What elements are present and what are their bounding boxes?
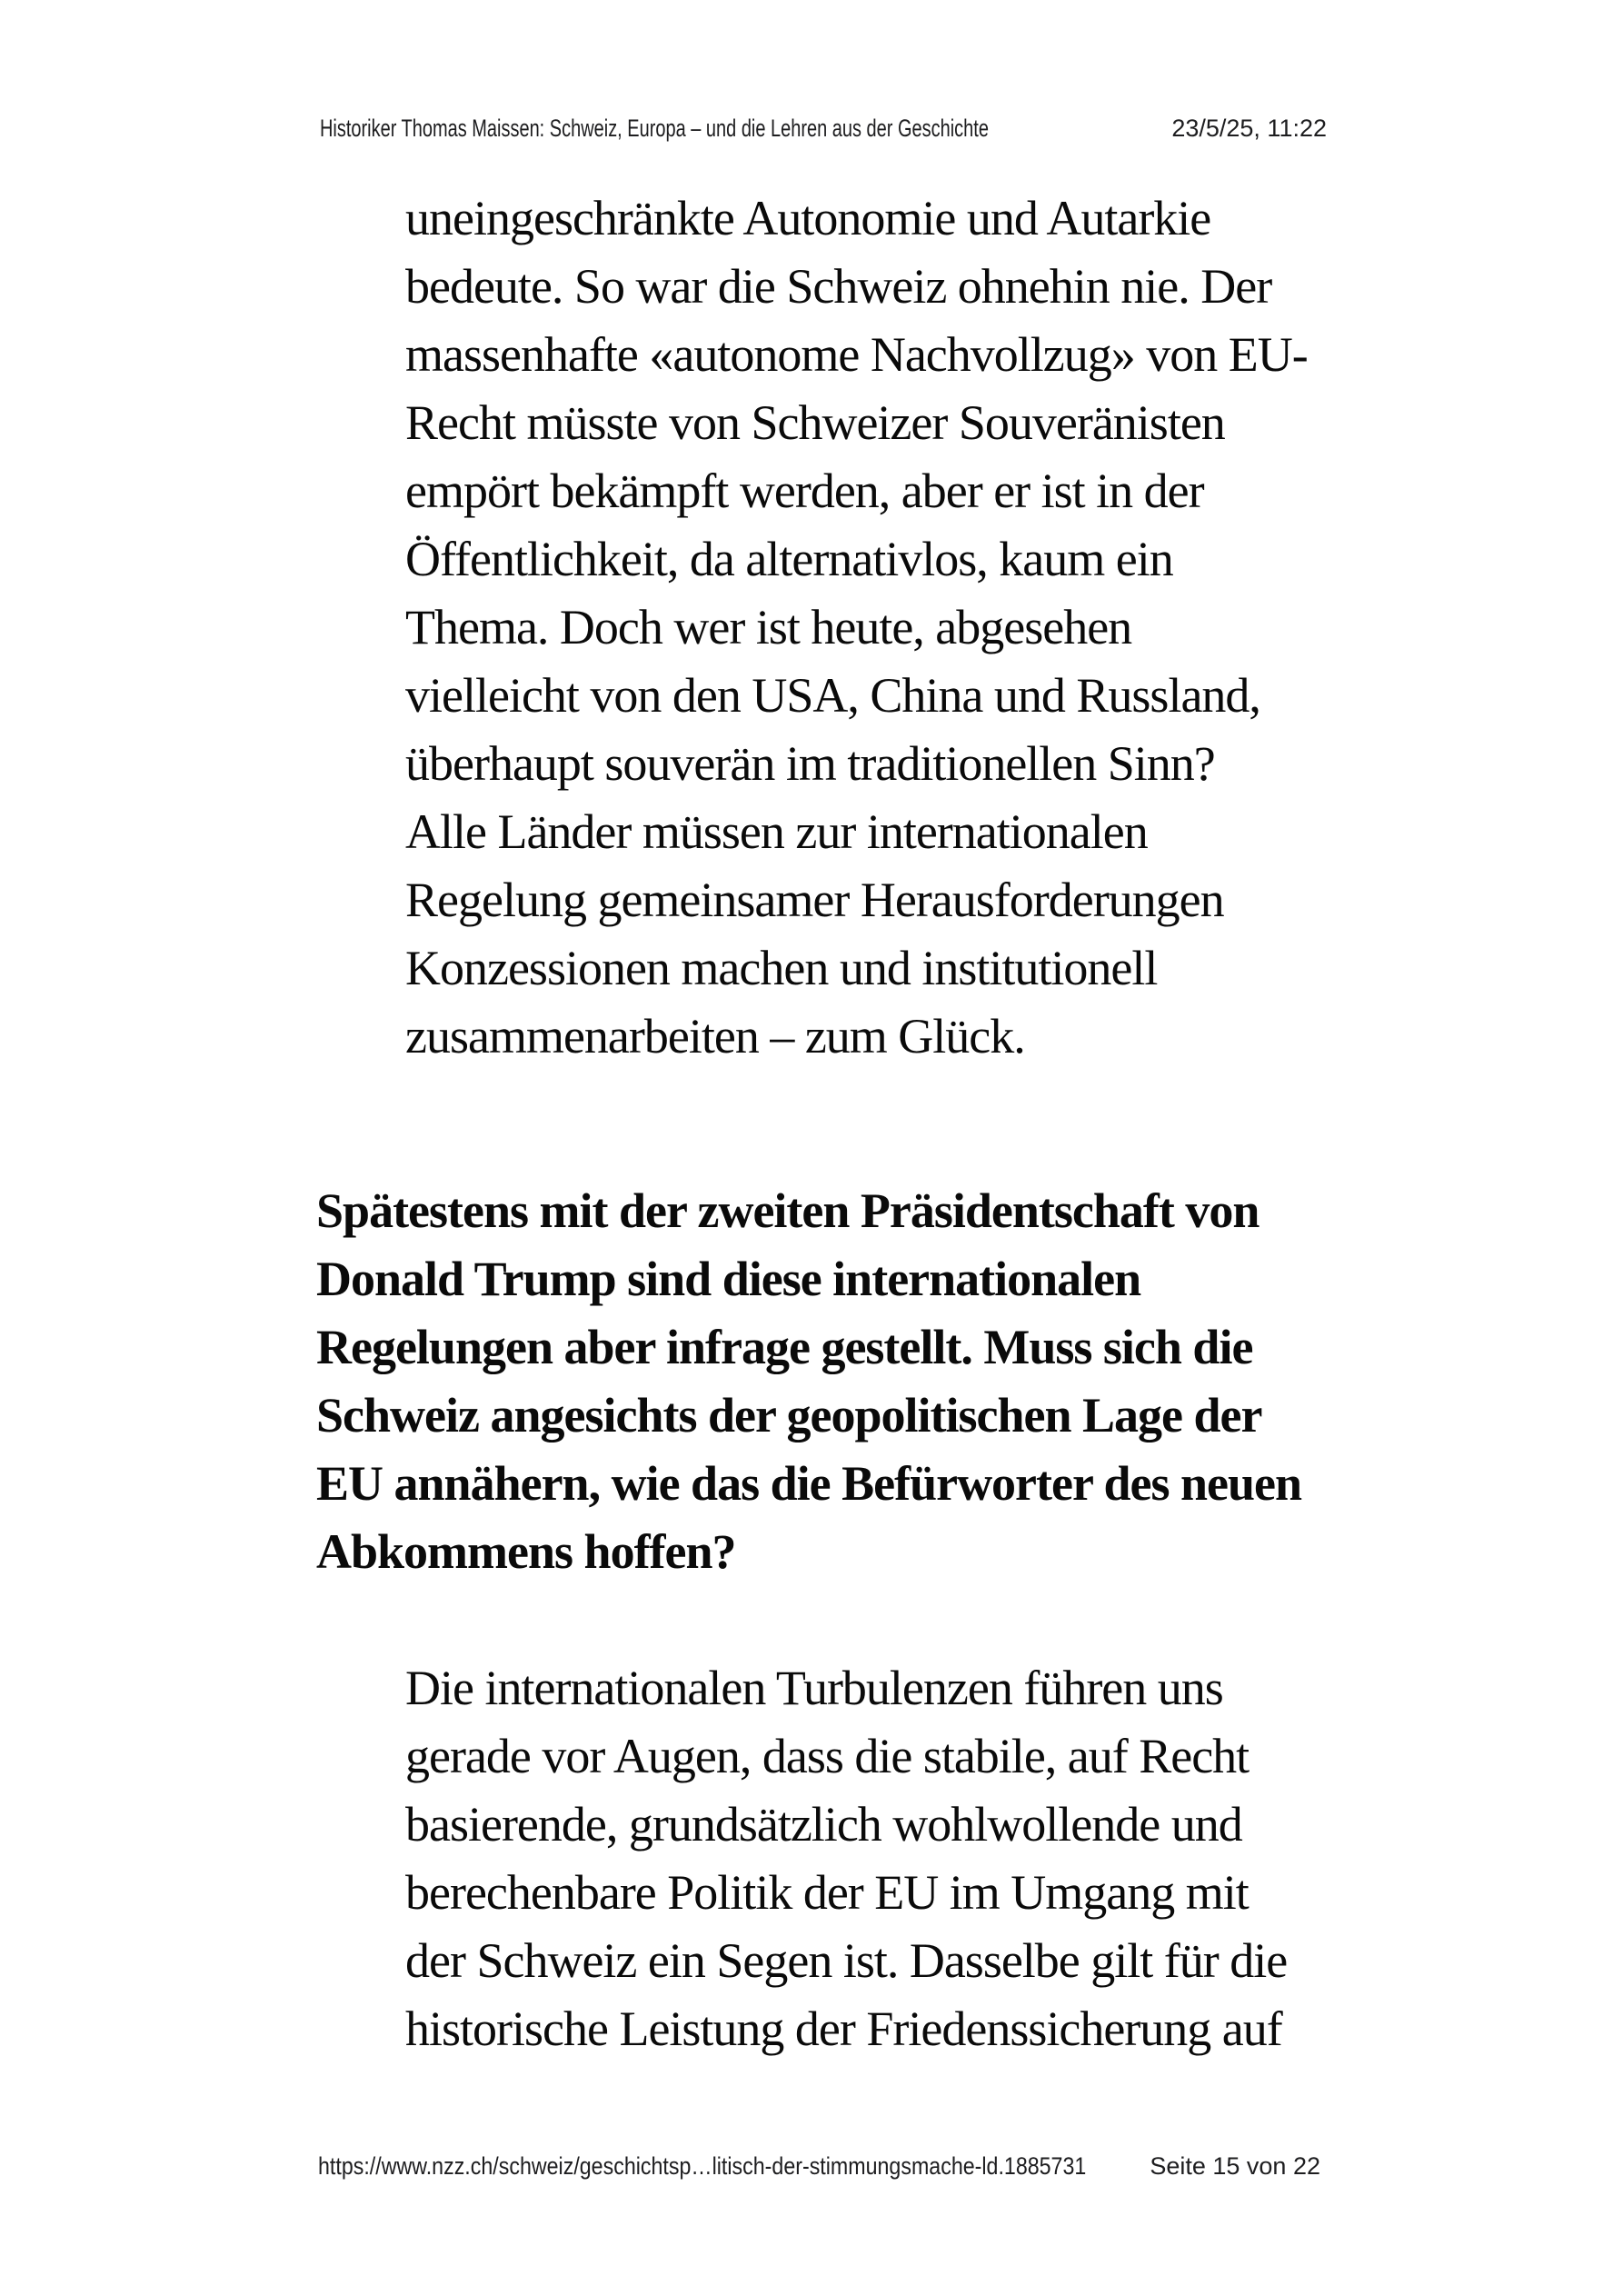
text-line: der Schweiz ein Segen ist. Dasselbe gilt für die xyxy=(405,1933,1288,1988)
text-line: Spätestens mit der zweiten Präsidentschaft von xyxy=(316,1183,1260,1238)
interview-answer-paragraph-2 xyxy=(405,1654,1332,2063)
text-line: zusammenarbeiten – zum Glück. xyxy=(405,1009,1025,1063)
interview-answer-paragraph-1 xyxy=(405,185,1332,1071)
text-line: massenhafte «autonome Nachvollzug» von EU- xyxy=(405,327,1308,382)
text-line: Regelungen aber infrage gestellt. Muss sich die xyxy=(316,1320,1253,1374)
page-header-title: Historiker Thomas Maissen: Schweiz, Europa – und die Lehren aus der Geschichte xyxy=(320,115,989,142)
text-line: bedeute. So war die Schweiz ohnehin nie. Der xyxy=(405,259,1272,314)
page-header-datetime: 23/5/25, 11:22 xyxy=(1171,115,1327,142)
text-line: Recht müsste von Schweizer Souveränisten xyxy=(405,395,1225,450)
text-line: uneingeschränkte Autonomie und Autarkie xyxy=(405,191,1211,245)
text-line: Die internationalen Turbulenzen führen uns xyxy=(405,1661,1223,1715)
text-line: EU annähern, wie das die Befürworter des neuen xyxy=(316,1456,1302,1511)
text-line: Konzessionen machen und institutionell xyxy=(405,941,1158,995)
text-line: Regelung gemeinsamer Herausforderungen xyxy=(405,873,1224,927)
page-footer-page-indicator: Seite 15 von 22 xyxy=(1150,2152,1320,2180)
interview-question-paragraph xyxy=(316,1177,1329,1586)
text-line: berechenbare Politik der EU im Umgang mit xyxy=(405,1865,1249,1920)
text-line: gerade vor Augen, dass die stabile, auf Recht xyxy=(405,1729,1250,1783)
text-line: basierende, grundsätzlich wohlwollende und xyxy=(405,1797,1242,1852)
text-line: Abkommens hoffen? xyxy=(316,1524,736,1579)
text-line: Alle Länder müssen zur internationalen xyxy=(405,804,1148,859)
text-line: empört bekämpft werden, aber er ist in der xyxy=(405,464,1204,518)
text-line: vielleicht von den USA, China und Russland, xyxy=(405,668,1260,723)
text-line: Thema. Doch wer ist heute, abgesehen xyxy=(405,600,1132,654)
text-line: überhaupt souverän im traditionellen Sinn? xyxy=(405,736,1215,791)
text-line: Öffentlichkeit, da alternativlos, kaum ein xyxy=(405,532,1173,586)
text-line: Donald Trump sind diese internationalen xyxy=(316,1252,1141,1306)
text-line: historische Leistung der Friedenssicherung auf xyxy=(405,2002,1282,2056)
text-line: Schweiz angesichts der geopolitischen Lage der xyxy=(316,1388,1262,1442)
page-footer-url: https://www.nzz.ch/schweiz/geschichtsp…litisch-der-stimmungsmache-ld.1885731 xyxy=(318,2152,1087,2180)
